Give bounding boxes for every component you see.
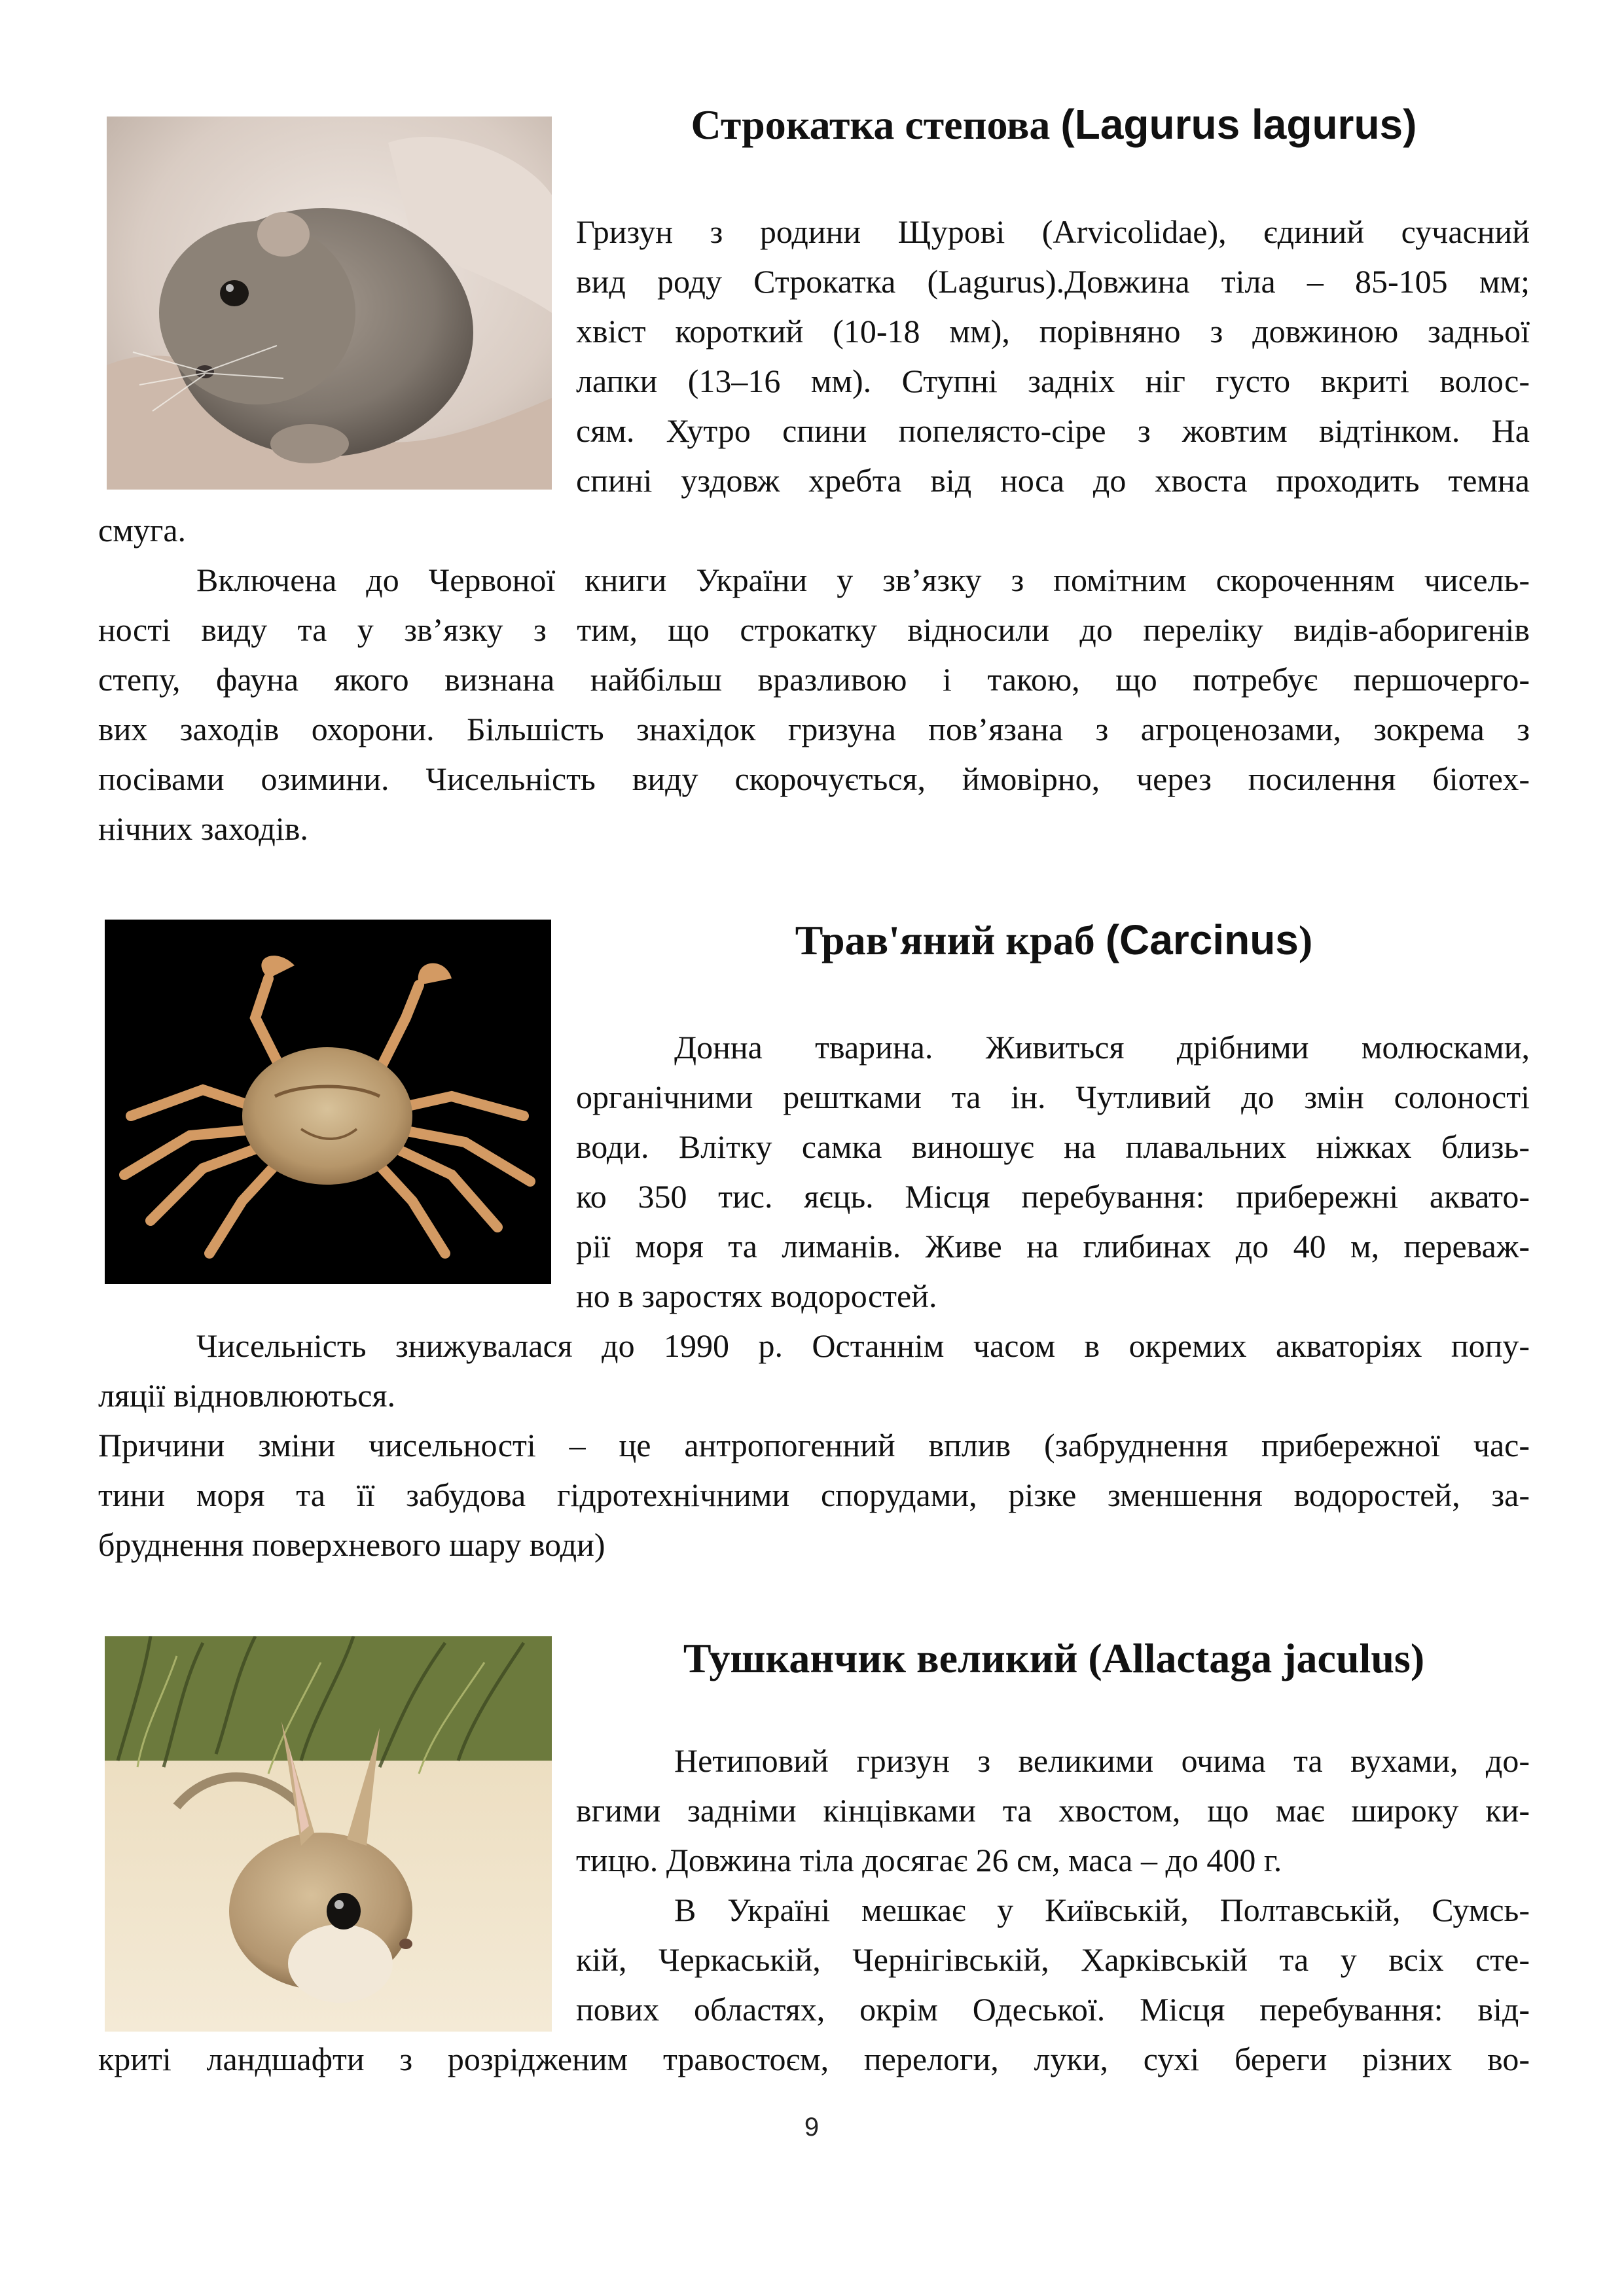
intro-line: вгими задніми кінцівками та хвостом, що має широку ки- bbox=[576, 1792, 1530, 1829]
body-line: посівами озимини. Чисельність виду скорочується, ймовірно, через посилення біотех- bbox=[98, 761, 1530, 797]
title-latin: (Lagurus lagurus) bbox=[1060, 101, 1417, 148]
intro-line: Гризун з родини Щурові (Arvicolidae), єдиний сучасний bbox=[576, 213, 1530, 250]
title-close-paren: ) bbox=[1298, 917, 1313, 963]
body-line: нічних заходів. bbox=[98, 810, 308, 847]
body-line: Чисельність знижувалася до 1990 р. Останнім часом в окремих акваторіях попу- bbox=[196, 1327, 1530, 1364]
page-number: 9 bbox=[804, 2113, 820, 2142]
intro-line: В Україні мешкає у Київській, Полтавській, Сумсь- bbox=[674, 1892, 1530, 1928]
body-line: криті ландшафти з розрідженим травостоєм, перелоги, луки, сухі береги різних во- bbox=[98, 2041, 1530, 2077]
intro-line: вид роду Строкатка (Lagurus).Довжина тіла – 85-105 мм; bbox=[576, 263, 1530, 300]
intro-line: спині уздовж хребта від носа до хвоста проходить темна bbox=[576, 462, 1530, 499]
intro-line: Нетиповий гризун з великими очима та вухами, до- bbox=[674, 1742, 1530, 1779]
intro-line: тицю. Довжина тіла досягає 26 см, маса – до 400 г. bbox=[576, 1842, 1282, 1878]
section-title bbox=[576, 98, 1532, 151]
crab-image bbox=[105, 920, 551, 1284]
intro-line: води. Влітку самка виношує на плавальних ніжках близь- bbox=[576, 1128, 1530, 1165]
intro-line: ко 350 тис. яєць. Місця перебування: прибережні аквато- bbox=[576, 1178, 1530, 1215]
section-title: Тушканчик великий (Allactaga jaculus) bbox=[683, 1635, 1425, 1681]
intro-line: Донна тварина. Живиться дрібними молюсками, bbox=[674, 1029, 1530, 1066]
body-line: степу, фауна якого визнана найбільш вразливою і такою, що потребує першочерго- bbox=[98, 661, 1530, 698]
intro-line: смуга. bbox=[98, 512, 187, 548]
body-line: бруднення поверхневого шару води) bbox=[98, 1526, 605, 1563]
intro-line: пових областях, окрім Одеської. Місця перебування: від- bbox=[576, 1991, 1530, 2028]
intro-line: рії моря та лиманів. Живе на глибинах до 40 м, переваж- bbox=[576, 1228, 1530, 1265]
intro-line: но в заростях водоростей. bbox=[576, 1278, 937, 1314]
crab-photo bbox=[105, 920, 551, 1284]
intro-line: лапки (13–16 мм). Ступні задніх ніг густо вкриті волос- bbox=[576, 363, 1530, 399]
body-line: тини моря та її забудова гідротехнічними спорудами, різке зменшення водоростей, за- bbox=[98, 1477, 1530, 1513]
title-ukrainian: Строкатка степова bbox=[691, 101, 1061, 148]
steppe-lemming-photo bbox=[107, 117, 552, 490]
title-latin: (Carcinus bbox=[1105, 916, 1299, 963]
body-line: Включена до Червоної книги України у зв’язку з помітним скороченням чисель- bbox=[196, 562, 1530, 598]
jerboa-image bbox=[105, 1636, 552, 2032]
intro-line: органічними рештками та ін. Чутливий до змін солоності bbox=[576, 1079, 1530, 1115]
jerboa-photo bbox=[105, 1636, 552, 2032]
body-line: ляції відновлюються. bbox=[98, 1377, 395, 1414]
title-ukrainian: Трав'яний краб bbox=[795, 917, 1106, 963]
intro-line: кій, Черкаській, Чернігівській, Харківській та у всіх сте- bbox=[576, 1941, 1530, 1978]
body-line: Причини зміни чисельності – це антропогенний вплив (забруднення прибережної час- bbox=[98, 1427, 1530, 1463]
intro-line: сям. Хутро спини попелясто-сіре з жовтим відтінком. На bbox=[576, 412, 1530, 449]
body-line: вих заходів охорони. Більшість знахідок гризуна пов’язана з агроценозами, зокрема з bbox=[98, 711, 1530, 747]
body-line: ності виду та у зв’язку з тим, що строкатку відносили до переліку видів-аборигенів bbox=[98, 611, 1530, 648]
intro-line: хвіст короткий (10-18 мм), порівняно з довжиною задньої bbox=[576, 313, 1530, 350]
section-title bbox=[576, 914, 1532, 967]
steppe-lemming-image bbox=[107, 117, 552, 490]
